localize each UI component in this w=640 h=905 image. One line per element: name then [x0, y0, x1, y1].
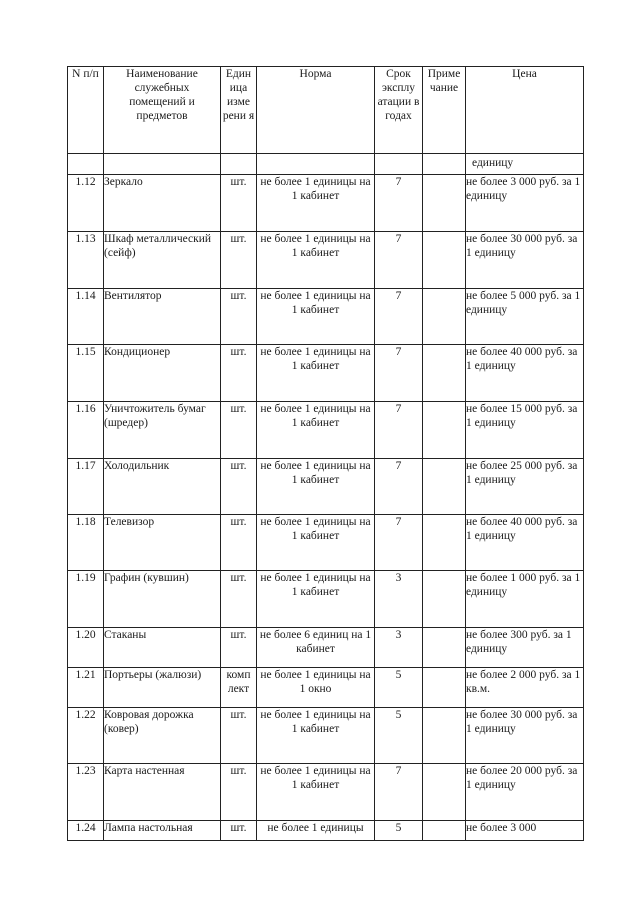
table-header-row: [68, 67, 584, 154]
cell-unit: шт.: [221, 821, 257, 841]
cell-num: 1.24: [68, 821, 104, 841]
cell-note: [423, 175, 466, 232]
cell-name: Графин (кувшин): [104, 571, 221, 628]
cell-unit: шт.: [221, 402, 257, 459]
cell-note: [423, 289, 466, 345]
cell-name: Кондиционер: [104, 345, 221, 402]
cell-unit: шт.: [221, 764, 257, 821]
cell-name: Телевизор: [104, 515, 221, 571]
table-row: [68, 668, 584, 708]
table-row: [68, 459, 584, 515]
cell-name: Ковровая дорожка (ковер): [104, 708, 221, 764]
cell-norm: не более 1 единицы на 1 кабинет: [257, 402, 375, 459]
cell-price: не более 1 000 руб. за 1 единицу: [466, 571, 584, 628]
cell-note: [423, 668, 466, 708]
cell-life: [375, 154, 423, 175]
table-row: [68, 821, 584, 841]
cell-num: 1.20: [68, 628, 104, 668]
cell-price: не более 40 000 руб. за 1 единицу: [466, 515, 584, 571]
cell-norm: не более 1 единицы на 1 окно: [257, 668, 375, 708]
header-life: Срок эксплу атации в годах: [375, 67, 423, 154]
cell-num: 1.22: [68, 708, 104, 764]
cell-unit: шт.: [221, 345, 257, 402]
cell-life: 7: [375, 764, 423, 821]
header-norm: Норма: [257, 67, 375, 154]
cell-price: не более 300 руб. за 1 единицу: [466, 628, 584, 668]
cell-num: 1.17: [68, 459, 104, 515]
cell-num: 1.12: [68, 175, 104, 232]
cell-norm: не более 1 единицы на 1 кабинет: [257, 764, 375, 821]
cell-name: Зеркало: [104, 175, 221, 232]
table-row: [68, 708, 584, 764]
cell-price: не более 5 000 руб. за 1 единицу: [466, 289, 584, 345]
cell-norm: не более 1 единицы на 1 кабинет: [257, 515, 375, 571]
cell-life: 7: [375, 402, 423, 459]
cell-norm: не более 1 единицы на 1 кабинет: [257, 232, 375, 289]
cell-unit: [221, 154, 257, 175]
cell-norm: не более 1 единицы на 1 кабинет: [257, 571, 375, 628]
cell-note: [423, 345, 466, 402]
header-num: N п/п: [68, 67, 104, 154]
cell-unit: шт.: [221, 708, 257, 764]
cell-norm: не более 1 единицы на 1 кабинет: [257, 708, 375, 764]
cell-num: 1.14: [68, 289, 104, 345]
cell-unit: комп лект: [221, 668, 257, 708]
cell-note: [423, 232, 466, 289]
cell-unit: шт.: [221, 232, 257, 289]
header-name: Наименование служебных помещений и предметов: [104, 67, 221, 154]
cell-note: [423, 459, 466, 515]
cell-num: 1.18: [68, 515, 104, 571]
cell-price: не более 20 000 руб. за 1 единицу: [466, 764, 584, 821]
cell-num: 1.13: [68, 232, 104, 289]
norms-table: [67, 66, 584, 841]
cell-life: 3: [375, 571, 423, 628]
table-row-continuation: [68, 154, 584, 175]
cell-name: Лампа настольная: [104, 821, 221, 841]
cell-price: единицу: [466, 154, 584, 175]
cell-note: [423, 571, 466, 628]
cell-note: [423, 402, 466, 459]
cell-unit: шт.: [221, 571, 257, 628]
cell-price: не более 3 000 руб. за 1 единицу: [466, 175, 584, 232]
cell-life: 5: [375, 708, 423, 764]
cell-life: 5: [375, 668, 423, 708]
cell-num: [68, 154, 104, 175]
table-row: [68, 232, 584, 289]
cell-price: не более 40 000 руб. за 1 единицу: [466, 345, 584, 402]
cell-norm: не более 1 единицы: [257, 821, 375, 841]
cell-life: 3: [375, 628, 423, 668]
cell-norm: [257, 154, 375, 175]
cell-unit: шт.: [221, 515, 257, 571]
table-row: [68, 289, 584, 345]
cell-name: Стаканы: [104, 628, 221, 668]
cell-name: Уничтожитель бумаг (шредер): [104, 402, 221, 459]
cell-name: [104, 154, 221, 175]
cell-num: 1.16: [68, 402, 104, 459]
table-row: [68, 175, 584, 232]
cell-life: 5: [375, 821, 423, 841]
cell-norm: не более 1 единицы на 1 кабинет: [257, 459, 375, 515]
cell-num: 1.15: [68, 345, 104, 402]
cell-name: Холодильник: [104, 459, 221, 515]
table-row: [68, 515, 584, 571]
cell-price: не более 25 000 руб. за 1 единицу: [466, 459, 584, 515]
cell-norm: не более 1 единицы на 1 кабинет: [257, 175, 375, 232]
cell-price: не более 3 000: [466, 821, 584, 841]
header-price: Цена: [466, 67, 584, 154]
cell-unit: шт.: [221, 289, 257, 345]
cell-note: [423, 708, 466, 764]
cell-note: [423, 515, 466, 571]
cell-price: не более 30 000 руб. за 1 единицу: [466, 708, 584, 764]
cell-norm: не более 1 единицы на 1 кабинет: [257, 289, 375, 345]
cell-life: 7: [375, 232, 423, 289]
cell-note: [423, 628, 466, 668]
cell-unit: шт.: [221, 459, 257, 515]
cell-price: не более 30 000 руб. за 1 единицу: [466, 232, 584, 289]
cell-price: не более 2 000 руб. за 1 кв.м.: [466, 668, 584, 708]
table-row: [68, 764, 584, 821]
cell-norm: не более 1 единицы на 1 кабинет: [257, 345, 375, 402]
cell-life: 7: [375, 345, 423, 402]
cell-life: 7: [375, 459, 423, 515]
table-row: [68, 345, 584, 402]
table-row: [68, 571, 584, 628]
cell-name: Карта настенная: [104, 764, 221, 821]
header-note: Приме чание: [423, 67, 466, 154]
cell-num: 1.21: [68, 668, 104, 708]
cell-life: 7: [375, 515, 423, 571]
cell-note: [423, 154, 466, 175]
table-row: [68, 402, 584, 459]
header-unit: Един ица изме рени я: [221, 67, 257, 154]
cell-norm: не более 6 единиц на 1 кабинет: [257, 628, 375, 668]
cell-life: 7: [375, 175, 423, 232]
cell-note: [423, 764, 466, 821]
cell-unit: шт.: [221, 628, 257, 668]
cell-num: 1.19: [68, 571, 104, 628]
cell-price: не более 15 000 руб. за 1 единицу: [466, 402, 584, 459]
table-row: [68, 628, 584, 668]
cell-name: Шкаф металлический (сейф): [104, 232, 221, 289]
cell-name: Вентилятор: [104, 289, 221, 345]
cell-name: Портьеры (жалюзи): [104, 668, 221, 708]
cell-unit: шт.: [221, 175, 257, 232]
cell-life: 7: [375, 289, 423, 345]
cell-num: 1.23: [68, 764, 104, 821]
cell-note: [423, 821, 466, 841]
